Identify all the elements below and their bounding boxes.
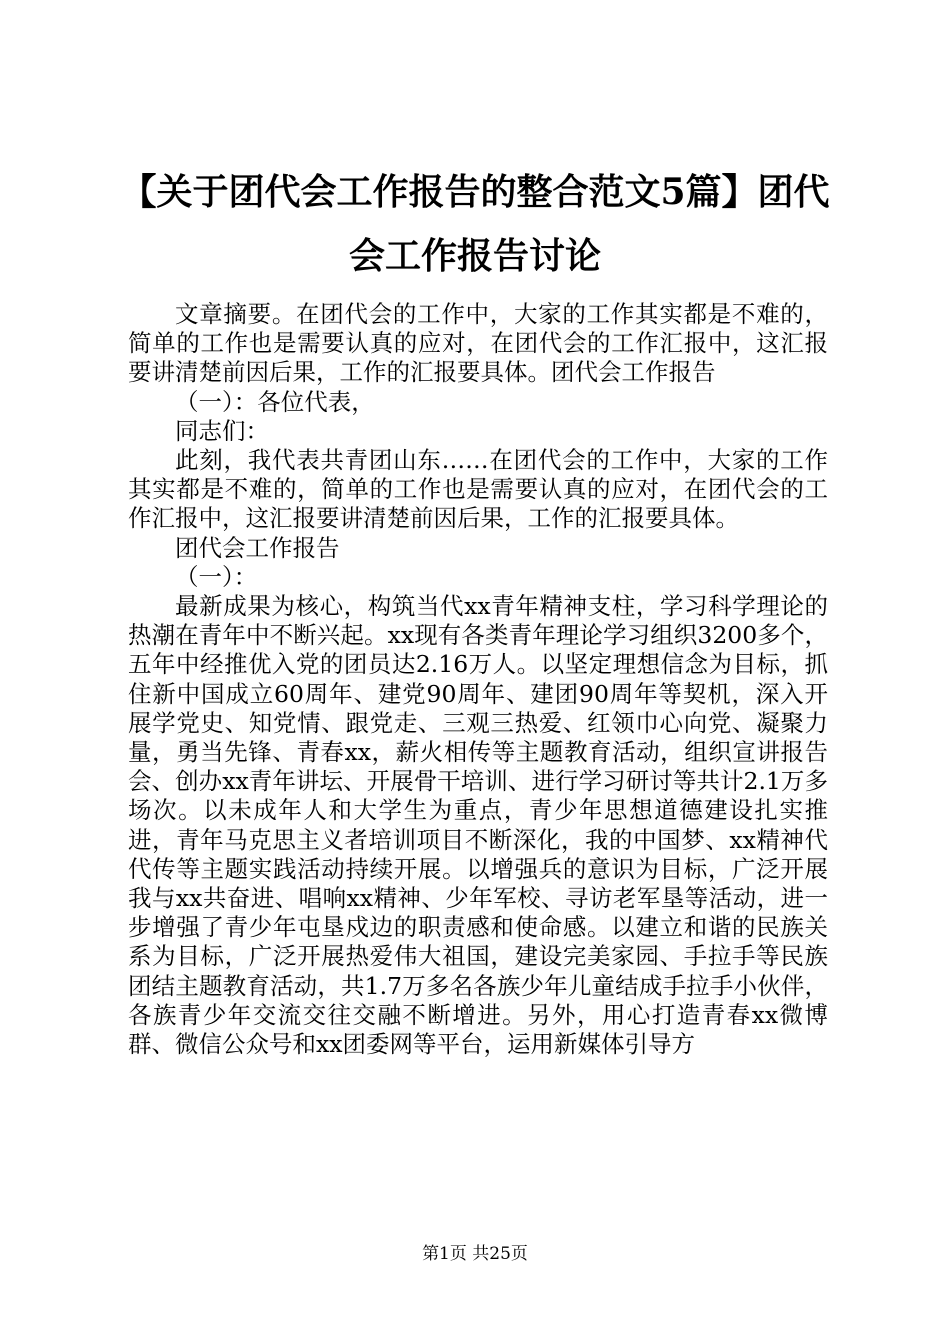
paragraph-salutation: （一）：各位代表， <box>175 387 375 416</box>
document-body <box>128 300 828 1059</box>
paragraph-main: 最新成果为核心，构筑当代xx青年精神支柱，学习科学理论的热潮在青年中不断兴起。xx现有各类青年理论学习组织3200多个，五年中经推优入党的团员达2.16万人。以坚定理想信念为目标，抓住新中国成立60周年、建党90周年、建团90周年等契机，深入开展学党史、知党情、跟党走、三观三热爱、红领巾心向党、凝聚力量，勇当先锋、青春xx，薪火相传等主题教育活动，组织宣讲报告会、创办xx青年讲坛、开展骨干培训、进行学习研讨等共计2.1万多场次。以未成年人和大学生为重点，青少年思想道德建设扎实推进，青年马克思主义者培训项目不断深化，我的中国梦、xx精神代代传等主题实践活动持续开展。以增强兵的意识为目标，广泛开展我与xx共奋进、唱响xx精神、少年军校、寻访老军垦等活动，进一步增强了青少年屯垦戍边的职责感和使命感。以建立和谐的民族关系为目标，广泛开展热爱伟大祖国，建设完美家园、手拉手等民族团结主题教育活动，共1.7万多名各族少年儿童结成手拉手小伙伴，各族青少年交流交往交融不断增进。另外，用心打造青春xx微博群、微信公众号和xx团委网等平台，运用新媒体引导方 <box>128 592 828 1059</box>
paragraph-abstract: 文章摘要。在团代会的工作中，大家的工作其实都是不难的，简单的工作也是需要认真的应对，在团代会的工作汇报中，这汇报要讲清楚前因后果，工作的汇报要具体。团代会工作报告 <box>128 300 828 387</box>
document-title: 【关于团代会工作报告的整合范文5篇】团代会工作报告讨论 <box>120 171 830 277</box>
paragraph-section-heading: 团代会工作报告 <box>175 533 340 562</box>
paragraph-greeting: 同志们： <box>175 416 269 445</box>
page-footer: 第1页 共25页 <box>422 1244 528 1264</box>
paragraph-intro: 此刻，我代表共青团山东……在团代会的工作中，大家的工作其实都是不难的，简单的工作也是需要认真的应对，在团代会的工作汇报中，这汇报要讲清楚前因后果，工作的汇报要具体。 <box>128 446 828 533</box>
paragraph-section-number: （一）： <box>175 562 258 591</box>
